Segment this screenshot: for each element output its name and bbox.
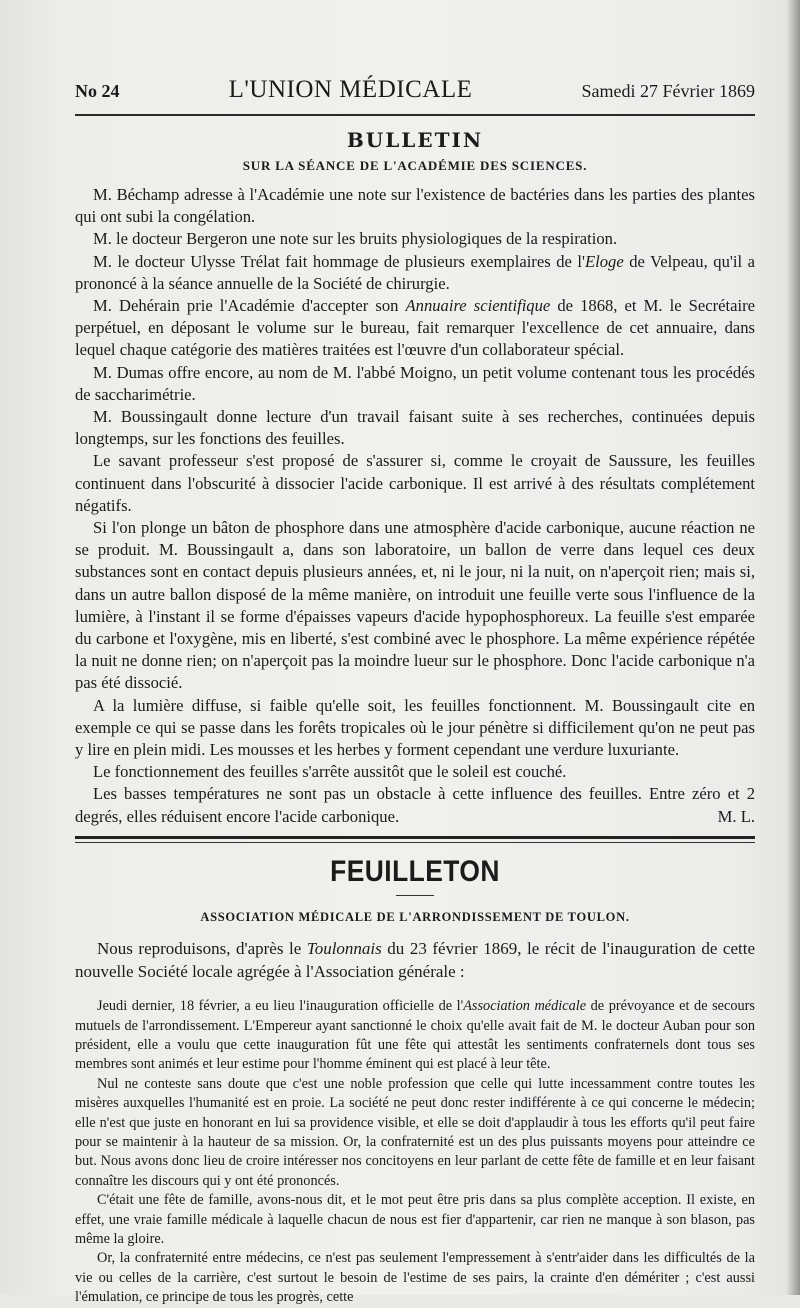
bulletin-paragraph: M. Boussingault donne lecture d'un travail faisant suite à ses recherches, continuées depuis longtemps, sur les fonctions des feuilles. [75,407,755,449]
feuilleton-subtitle: ASSOCIATION MÉDICALE DE L'ARRONDISSEMENT DE TOULON. [200,910,630,925]
issue-date: Samedi 27 Février 1869 [581,81,755,101]
feuilleton-title: FEUILLETON [330,855,500,889]
intro-paragraph: Nous reproduisons, d'après le Toulonnais du 23 février 1869, le récit de l'inauguration de cette nouvelle Société locale agrégée à l'Association générale : [75,939,755,982]
bulletin-title: BULLETIN [346,128,484,152]
journal-title: L'UNION MÉDICALE [228,76,473,103]
bulletin-paragraph: M. le docteur Ulysse Trélat fait hommage de plusieurs exemplaires de l'Eloge de Velpeau, qu'il a prononcé à la séance annuelle de la Société de chirurgie. [75,251,755,293]
bulletin-paragraph: M. le docteur Bergeron une note sur les bruits physiologiques de la respiration. [93,229,618,249]
header-rule [75,114,755,116]
page-content [75,76,755,1308]
feuilleton-paragraph: Or, la confraternité entre médecins, ce n'est pas seulement l'empressement à s'entr'aider dans les difficultés de la vie ou celles de la carrière, c'est surtout le besoin de l'estime de ses pairs, la crainte d'en démériter ; c'est aussi l'émulation, ce principe de tous les progrès, cette [75,1250,755,1306]
feuilleton-paragraph: C'était une fête de famille, avons-nous dit, et le mot peut être pris dans sa plus complète acception. Il existe, en effet, une vraie famille médicale à laquelle chacun de nous est fier d'appartenir, car rien ne manque à son blason, pas même la gloire. [75,1192,755,1247]
bulletin-paragraph: M. Dumas offre encore, au nom de M. l'abbé Moigno, un petit volume contenant tous les procédés de saccharimétrie. [75,362,755,404]
feuilleton-intro [75,937,755,983]
masthead [75,76,755,110]
bulletin-paragraph: M. Dehérain prie l'Académie d'accepter son Annuaire scientifique de 1868, et M. le Secrétaire perpétuel, en déposant le volume sur le bureau, fait remarquer l'excellence de cet annuaire, dans lequel chaque catégorie des matières traitées est l'œuvre d'un collaborateur spécial. [75,296,755,360]
bulletin-paragraph: M. Béchamp adresse à l'Académie une note sur l'existence de bactéries dans les parties des plantes qui ont subi la congélation. [75,185,755,227]
bulletin-closing [75,783,755,827]
feuilleton-paragraph: Jeudi dernier, 18 février, a eu lieu l'inauguration officielle de l'Association médicale de prévoyance et de secours mutuels de l'arrondissement. L'Empereur ayant sanctionné le choix qu'elle avait fait de M. le docteur Auban pour son président, elle a voulu que cette inauguration fût une fête qui attestât les sentiments confraternels dont tous ses membres sont animés et leur estime pour l'homme éminent qui est placé à leur tête. [75,998,755,1073]
bulletin-signature: M. L. [717,806,755,826]
issue-number: No 24 [75,81,120,101]
feuilleton-paragraph: Nul ne conteste sans doute que c'est une noble profession que celle qui lutte incessamment contre toutes les misères auxquelles l'humanité est en proie. La société ne peut donc rester indifférente à ce qui concerne le médecin; elle n'est que juste en honorant en lui sa providence visible, et elle se doit d'applaudir à tous les efforts qu'il peut faire pour se maintenir à la hauteur de sa mission. Or, la confraternité est un des plus puissants moyens pour atteindre ce but. Nous avons donc lieu de croire intéresser nos concitoyens en leur parlant de cette fête de famille et en leur faisant connaître les discours qui y ont été prononcés. [75,1075,755,1189]
title-underline [396,895,434,896]
section-rule-thin [75,842,755,843]
page-edge-shadow [786,0,800,1295]
bulletin-paragraph: Si l'on plonge un bâton de phosphore dans une atmosphère d'acide carbonique, aucune réaction ne se produit. M. Boussingault a, dans son laboratoire, un ballon de verre dans lequel ces deux substances sont en contact depuis plusieurs années, et, ni le jour, ni la nuit, on n'aperçoit rien; mais si, dans un autre ballon disposé de la même manière, on introduit une feuille verte sous l'influence de la lumière, à l'instant il se forme d'épaisses vapeurs d'acide hypophosphoreux. La feuille s'est emparée du carbone et l'oxygène, mis en liberté, s'est combiné avec le phosphore. La même expérience répétée la nuit ne donne rien; on n'aperçoit pas la moindre lueur sur le phosphore. Donc l'acide carbonique n'a pas été dissocié. [75,518,755,693]
feuilleton-body [75,997,755,1308]
bulletin-paragraph: Le fonctionnement des feuilles s'arrête aussitôt que le soleil est couché. [93,762,567,782]
bulletin-body [75,184,755,828]
section-rule-thick [75,836,755,839]
bulletin-paragraph: Les basses températures ne sont pas un obstacle à cette influence des feuilles. Entre zéro et 2 degrés, elles réduisent encore l'acide carbonique. [75,784,755,826]
bulletin-paragraph: Le savant professeur s'est proposé de s'assurer si, comme le croyait de Saussure, les feuilles continuent dans l'obscurité à dissocier l'acide carbonique. Il est arrivé à des résultats complétement négatifs. [75,451,755,515]
bulletin-paragraph: A la lumière diffuse, si faible qu'elle soit, les feuilles fonctionnent. M. Boussingault cite en exemple ce qui se passe dans les forêts tropicales où le jour pénètre si difficilement qu'on ne peut pas y lire en plein midi. Les mousses et les herbes y forment cependant une verdure luxuriante. [75,695,755,760]
bulletin-subtitle: SUR LA SÉANCE DE L'ACADÉMIE DES SCIENCES. [242,158,588,173]
